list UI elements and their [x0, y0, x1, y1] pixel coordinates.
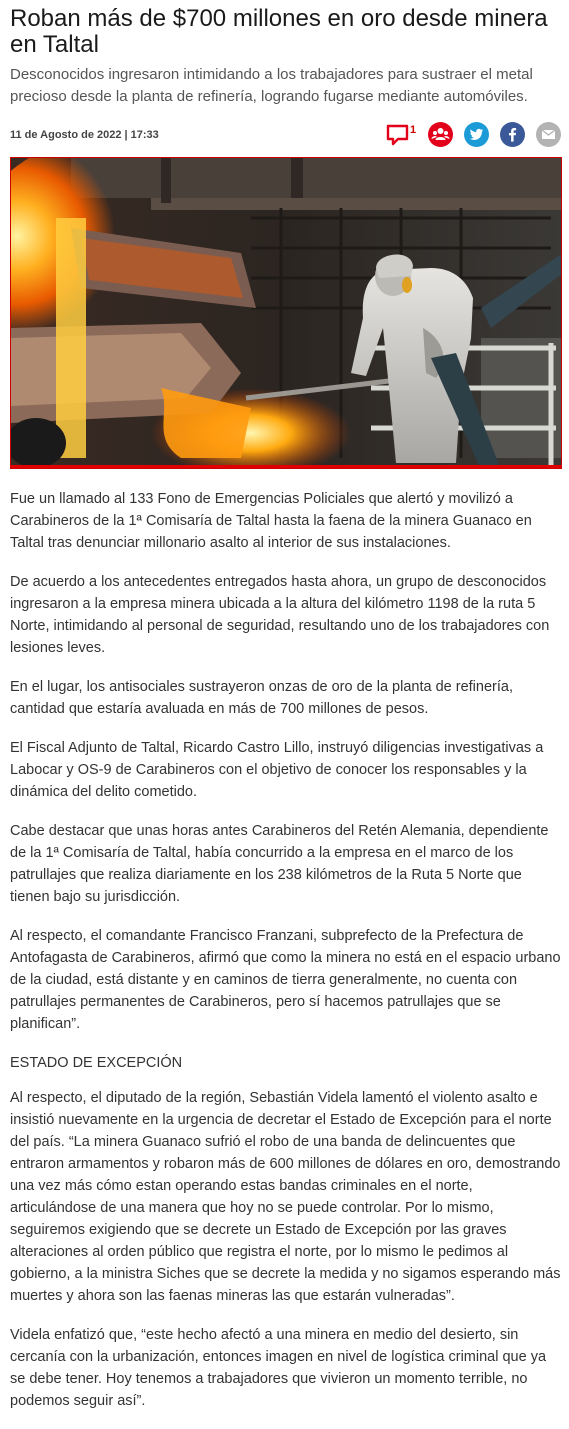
paragraph: Al respecto, el diputado de la región, Sebastián Videla lamentó el violento asalto e insistió nuevamente en la urgencia de decretar el Estado de Excepción para el norte del país. “La minera Guanaco sufrió el robo de una banda de delincuentes que entraron armamentos y robaron más de 600 millones de dólares en oro, demostrando una vez más cómo estan operando estas bandas criminales en el norte, articulándose de una manera que hoy no se puede controlar. Por lo mismo, seguiremos exigiendo que se decrete un Estado de Excepción por las graves alteraciones al orden público que registra el norte, por lo mismo le pedimos al gobierno, a la ministra Siches que se decrete la medida y no sigamos esperando más muertes y ahora son las faenas mineras las que estarán vulneradas”.	[10, 1090, 561, 1304]
comment-count: 1	[410, 124, 417, 136]
email-icon	[536, 122, 561, 147]
article-body	[10, 488, 562, 1429]
foundry-worker-photo	[11, 158, 562, 469]
article-meta	[10, 121, 562, 151]
facebook-share-button[interactable]	[500, 122, 525, 147]
email-share-button[interactable]	[536, 122, 561, 147]
twitter-icon	[464, 122, 489, 147]
twitter-share-button[interactable]	[464, 122, 489, 147]
publish-date: 11 de Agosto de 2022 | 17:33	[10, 129, 159, 141]
community-icon	[428, 122, 453, 147]
community-share-button[interactable]	[428, 122, 453, 147]
paragraph: Fue un llamado al 133 Fono de Emergencias Policiales que alertó y movilizó a Carabineros de la 1ª Comisaría de Taltal hasta la faena de la minera Guanaco en Taltal tras denunciar millonario asalto al interior de sus instalaciones.	[10, 491, 532, 551]
hero-image	[10, 157, 562, 469]
paragraph: En el lugar, los antisociales sustrayeron onzas de oro de la planta de refinería, cantidad que estaría avaluada en más de 700 millones de pesos.	[10, 679, 513, 717]
paragraph: Al respecto, el comandante Francisco Franzani, subprefecto de la Prefectura de Antofagasta de Carabineros, afirmó que como la minera no está en el espacio urbano de la ciudad, está distante y en caminos de tierra generalmente, no cuenta con patrullajes permanentes de Carabineros, pero sí hacemos patrullajes que se planifican”.	[10, 928, 561, 1032]
comments-button[interactable]	[386, 121, 420, 149]
paragraph: De acuerdo a los antecedentes entregados hasta ahora, un grupo de desconocidos ingresaron a la empresa minera ubicada a la altura del kilómetro 1198 de la ruta 5 Norte, intimidando al personal de seguridad, resultando uno de los trabajadores con lesiones leves.	[10, 574, 550, 656]
article-subtitle: Desconocidos ingresaron intimidando a los trabajadores para sustraer el metal precioso desde la planta de refinería, logrando fugarse mediante automóviles.	[10, 66, 533, 105]
share-bar	[386, 121, 562, 149]
paragraph: El Fiscal Adjunto de Taltal, Ricardo Castro Lillo, instruyó diligencias investigativas a Labocar y OS-9 de Carabineros con el objetivo de conocer los responsables y la dinámica del delito cometido.	[10, 740, 544, 800]
facebook-icon	[500, 122, 525, 147]
paragraph: Videla enfatizó que, “este hecho afectó a una minera en medio del desierto, sin cercanía con la urbanización, entonces imagen en nivel de logística criminal que ya se debe tener. Hoy tenemos a trabajadores que vivieron un momento terrible, no podemos seguir así”.	[10, 1327, 547, 1409]
article-title: Roban más de $700 millones en oro desde minera en Taltal	[10, 5, 548, 58]
comment-icon	[386, 123, 410, 147]
paragraph: Cabe destacar que unas horas antes Carabineros del Retén Alemania, dependiente de la 1ª Comisaría de Taltal, había concurrido a la empresa en el marco de los patrullajes que realiza diariamente en los 238 kilómetros de la Ruta 5 Norte que tienen bajo su jurisdicción.	[10, 823, 549, 905]
hero-accent-bar	[11, 465, 561, 468]
section-heading: ESTADO DE EXCEPCIÓN	[10, 1055, 183, 1071]
